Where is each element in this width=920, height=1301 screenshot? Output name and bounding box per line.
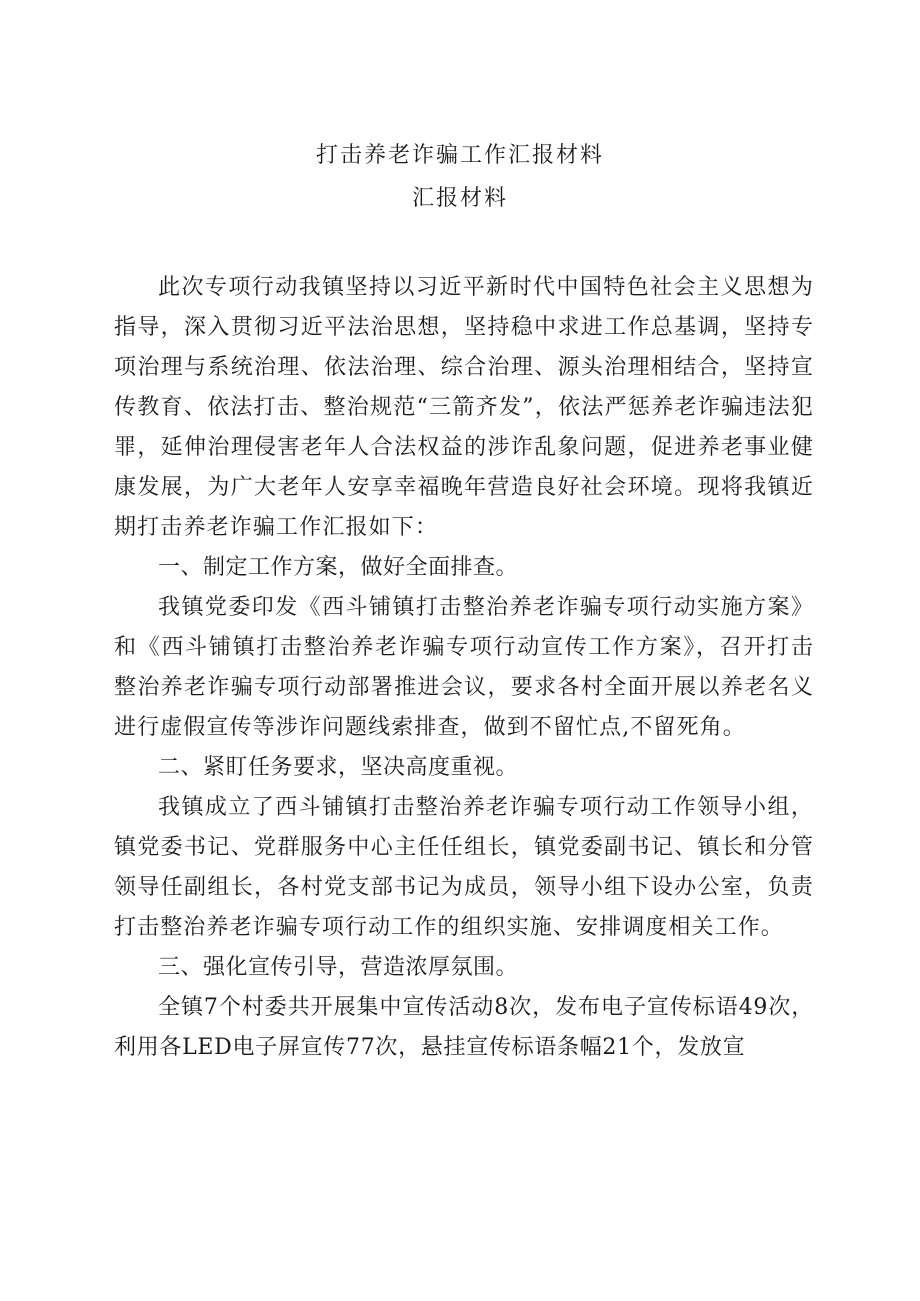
document-body bbox=[114, 268, 814, 1068]
section-heading-2: 二、紧盯任务要求，坚决高度重视。 bbox=[158, 755, 519, 780]
document-title: 打击养老诈骗工作汇报材料 bbox=[315, 143, 604, 168]
section-heading-3: 三、强化宣传引导，营造浓厚氛围。 bbox=[158, 955, 519, 980]
intro-paragraph: 此次专项行动我镇坚持以习近平新时代中国特色社会主义思想为指导，深入贯彻习近平法治思想，坚持稳中求进工作总基调，坚持专项治理与系统治理、依法治理、综合治理、源头治理相结合，坚持宣传教育、依法打击、整治规范“三箭齐发”，依法严惩养老诈骗违法犯罪，延伸治理侵害老年人合法权益的涉诈乱象问题，促进养老事业健康发展，为广大老年人安享幸福晚年营造良好社会环境。现将我镇近期打击养老诈骗工作汇报如下： bbox=[114, 275, 814, 540]
section-body-2: 我镇成立了西斗铺镇打击整治养老诈骗专项行动工作领导小组，镇党委书记、党群服务中心主任任组长，镇党委副书记、镇长和分管领导任副组长，各村党支部书记为成员，领导小组下设办公室，负责打击整治养老诈骗专项行动工作的组织实施、安排调度相关工作。 bbox=[114, 795, 814, 940]
section-heading-1: 一、制定工作方案，做好全面排查。 bbox=[158, 555, 519, 580]
document-subtitle: 汇报材料 bbox=[411, 186, 508, 211]
section-body-1: 我镇党委印发《西斗铺镇打击整治养老诈骗专项行动实施方案》和《西斗铺镇打击整治养老诈骗专项行动宣传工作方案》，召开打击整治养老诈骗专项行动部署推进会议，要求各村全面开展以养老名义进行虚假宣传等涉诈问题线索排查，做到不留忙点,不留死角。 bbox=[114, 595, 814, 740]
section-body-3: 全镇7个村委共开展集中宣传活动8次，发布电子宣传标语49次，利用各LED电子屏宣传77次，悬挂宣传标语条幅21个，发放宣 bbox=[114, 995, 814, 1060]
